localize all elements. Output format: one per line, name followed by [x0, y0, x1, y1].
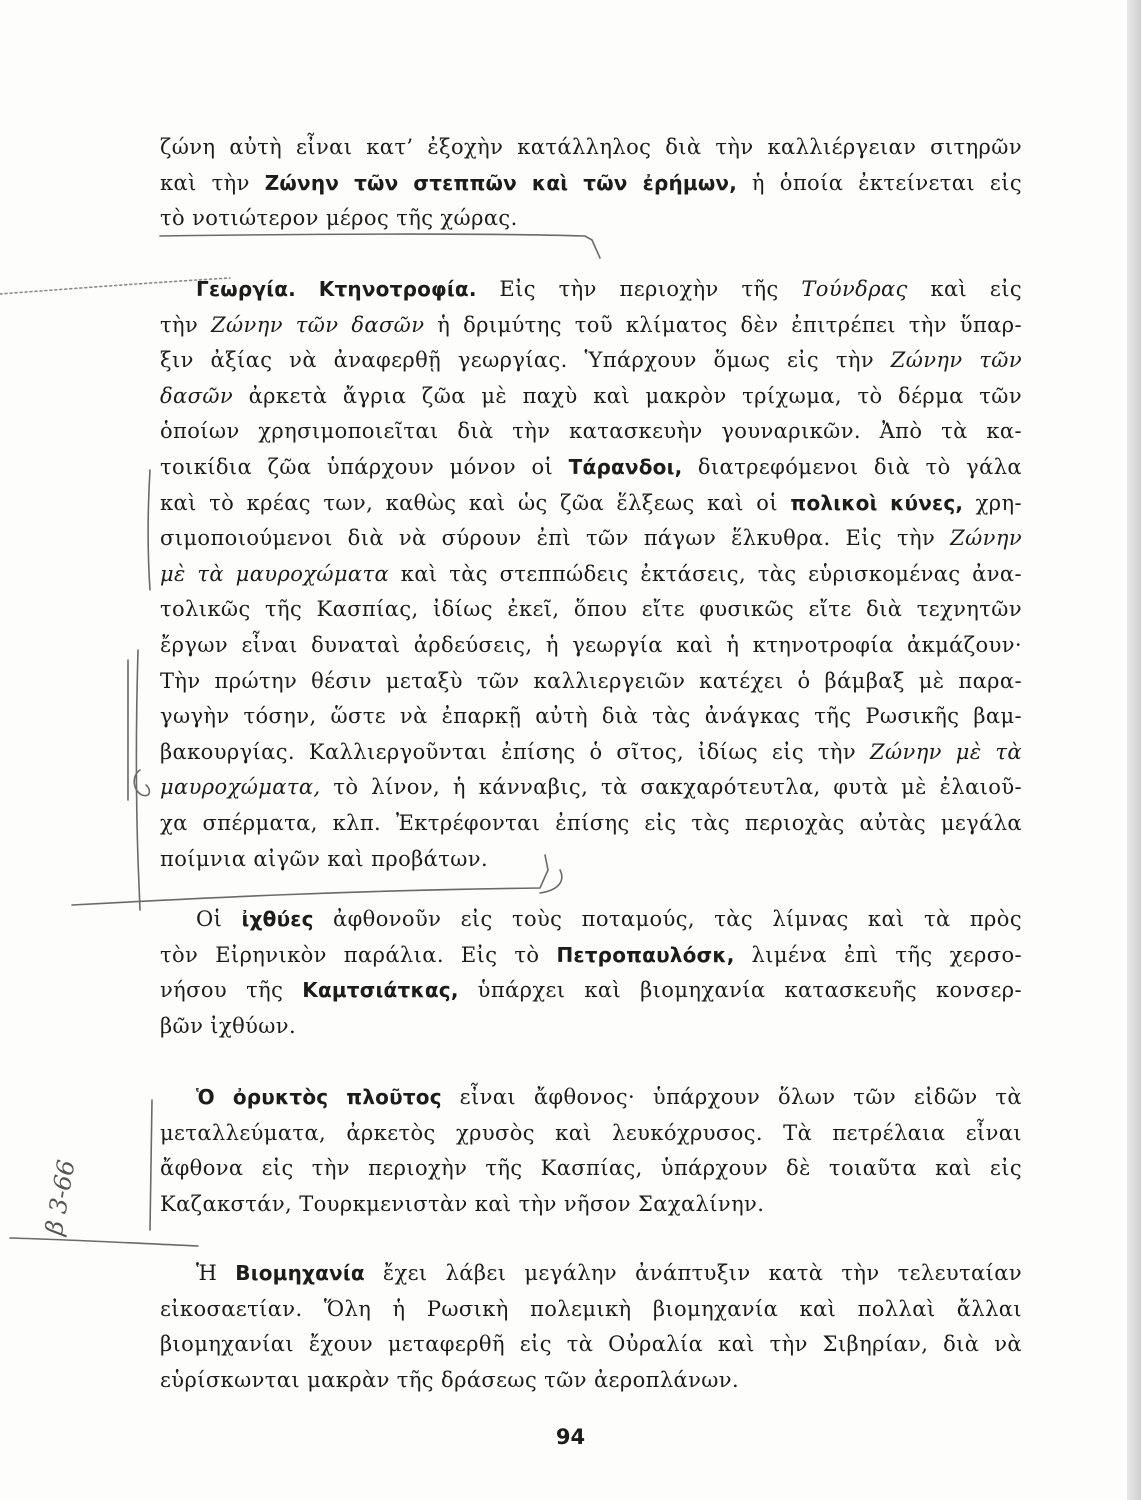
pencil-underline	[160, 234, 600, 258]
bold-term: ἰχθύες	[241, 907, 314, 931]
text-line: εὑρίσκωνται μακρὰν τῆς δράσεως τῶν ἀεροπλάνων.	[160, 1367, 740, 1392]
text-line: καὶ τὸ κρέας των, καθὼς καὶ ὡς ζῶα ἕλξεως καὶ οἱ πολικοὶ κύνες, χρη-	[160, 490, 1022, 515]
text-line: ὁποίων χρησιμοποιεῖται διὰ τὴν κατασκευὴν γουναρικῶν. Ἀπὸ τὰ κα-	[160, 419, 1022, 444]
text-line: δασῶν ἀρκετὰ ἄγρια ζῶα μὲ παχὺ καὶ μακρὸν τρίχωμα, τὸ δέρμα τῶν	[160, 383, 1022, 408]
paragraph-zones	[160, 130, 1022, 237]
text-line: Ἡ Βιομηχανία ἔχει λάβει μεγάλην ἀνάπτυξιν κατὰ τὴν τελευταίαν	[196, 1261, 1023, 1285]
text-line: Καζακστάν, Τουρκμενιστὰν καὶ τὴν νῆσον Σαχαλίνην.	[160, 1191, 765, 1216]
text-line: βακουργίας. Καλλιεργοῦνται ἐπίσης ὁ σῖτος, ἰδίως εἰς τὴν Ζώνην μὲ τὰ	[160, 739, 1023, 764]
pencil-bracket	[137, 650, 141, 910]
text-line: τοικίδια ζῶα ὑπάρχουν μόνον οἱ Τάρανδοι, διατρεφόμενοι διὰ τὸ γάλα	[160, 454, 1023, 479]
text-line: ἔργων εἶναι δυναταὶ ἀρδεύσεις, ἡ γεωργία καὶ ἡ κτηνοτροφία ἀκμάζουν·	[160, 632, 1022, 657]
text-line: ξιν ἀξίας νὰ ἀναφερθῇ γεωργίας. Ὑπάρχουν ὅμως εἰς τὴν Ζώνην τῶν	[160, 348, 1022, 373]
bold-term: Πετροπαυλόσκ,	[556, 942, 735, 967]
text-line: ζώνη αὐτὴ εἶναι κατ’ ἐξοχὴν κατάλληλος διὰ τὴν καλλιέργειαν σιτηρῶν	[160, 135, 1022, 159]
text-line: νήσου τῆς Καμτσιάτκας, ὑπάρχει καὶ βιομηχανία κατασκευῆς κονσερ-	[160, 978, 1022, 1003]
bold-term: πολικοὶ κύνες,	[790, 490, 964, 515]
text-line: τολικῶς τῆς Κασπίας, ἰδίως ἐκεῖ, ὅπου εἴτε φυσικῶς εἴτε διὰ τεχνητῶν	[160, 597, 1022, 622]
bold-term: Τάρανδοι,	[568, 454, 683, 479]
text-line: τὸ νοτιώτερον μέρος τῆς χώρας.	[160, 206, 518, 231]
text-line: Ὁ ὀρυκτὸς πλοῦτος εἶναι ἄφθονος· ὑπάρχουν ὅλων τῶν εἰδῶν τὰ	[196, 1085, 1022, 1109]
bold-term: Ζώνην τῶν στεππῶν καὶ τῶν ἐρήμων,	[264, 170, 738, 195]
text-line: γωγὴν τόσην, ὥστε νὰ ἐπαρκῇ αὐτὴ διὰ τὰς ἀνάγκας τῆς Ρωσικῆς βαμ-	[160, 704, 1022, 729]
text-line: τὴν Ζώνην τῶν δασῶν ἡ δριμύτης τοῦ κλίματος δὲν ἐπιτρέπει τὴν ὕπαρ-	[160, 312, 1022, 337]
text-line: καὶ τὴν Ζώνην τῶν στεππῶν καὶ τῶν ἐρήμων, ἡ ὁποία ἐκτείνεται εἰς	[160, 170, 1022, 195]
text-line: σιμοποιούμενοι διὰ νὰ σύρουν ἐπὶ τῶν πάγων ἕλκυθρα. Εἰς τὴν Ζώνην	[160, 526, 1022, 551]
pencil-bracket	[148, 470, 150, 590]
text-line: μεταλλεύματα, ἀρκετὸς χρυσὸς καὶ λευκόχρυσος. Τὰ πετρέλαια εἶναι	[160, 1120, 1022, 1145]
text-line: εἰκοσαετίαν. Ὅλη ἡ Ρωσικὴ πολεμικὴ βιομηχανία καὶ πολλαὶ ἄλλαι	[160, 1296, 1022, 1321]
text-line: ποίμνια αἰγῶν καὶ προβάτων.	[160, 846, 489, 871]
paragraph-agriculture	[160, 272, 1022, 877]
text-line: χα σπέρματα, κλπ. Ἐκτρέφονται ἐπίσης εἰς τὰς περιοχὰς αὐτὰς μεγάλα	[160, 810, 1022, 835]
page-edge-shadow	[1127, 0, 1141, 1500]
paragraph-fish	[160, 902, 1022, 1044]
section-heading: Γεωργία. Κτηνοτροφία.	[196, 277, 477, 301]
pencil-underline	[10, 1238, 198, 1246]
text-line: βῶν ἰχθύων.	[160, 1013, 297, 1038]
text-line: μαυροχώματα, τὸ λίνον, ἡ κάνναβις, τὰ σακχαρότευτλα, φυτὰ μὲ ἐλαιοῦ-	[160, 775, 1022, 800]
page-number: 94	[555, 1425, 586, 1449]
text-line: τὸν Εἰρηνικὸν παράλια. Εἰς τὸ Πετροπαυλόσκ, λιμένα ἐπὶ τῆς χερσο-	[160, 942, 1022, 967]
text-line: βιομηχανίαι ἔχουν μεταφερθῆ εἰς τὰ Οὐραλία καὶ τὴν Σιβηρίαν, διὰ νὰ	[160, 1332, 1022, 1357]
text-line: Οἱ ἰχθύες ἀφθονοῦν εἰς τοὺς ποταμούς, τὰς λίμνας καὶ τὰ πρὸς	[196, 907, 1022, 931]
pencil-bracket	[150, 1100, 152, 1230]
text-line: Τὴν πρώτην θέσιν μεταξὺ τῶν καλλιεργειῶν κατέχει ὁ βάμβαξ μὲ παρα-	[160, 668, 1022, 693]
pencil-mark	[134, 770, 149, 796]
bold-term: Καμτσιάτκας,	[302, 978, 459, 1003]
paragraph-minerals	[160, 1080, 1022, 1222]
text-line: Γεωργία. Κτηνοτροφία. Εἰς τὴν περιοχὴν τῆς Τούνδρας καὶ εἰς	[196, 277, 1023, 301]
text-line: μὲ τὰ μαυροχώματα καὶ τὰς στεππώδεις ἐκτάσεις, τὰς εὑρισκομένας ἀνα-	[160, 561, 1022, 586]
handwritten-margin-note: β 3-66	[40, 1157, 81, 1237]
text-line: ἄφθονα εἰς τὴν περιοχὴν τῆς Κασπίας, ὑπάρχουν δὲ τοιαῦτα καὶ εἰς	[160, 1156, 1022, 1181]
bold-term: Ὁ ὀρυκτὸς πλοῦτος	[196, 1085, 442, 1109]
bold-term: Βιομηχανία	[235, 1261, 365, 1285]
paragraph-industry	[160, 1256, 1022, 1398]
